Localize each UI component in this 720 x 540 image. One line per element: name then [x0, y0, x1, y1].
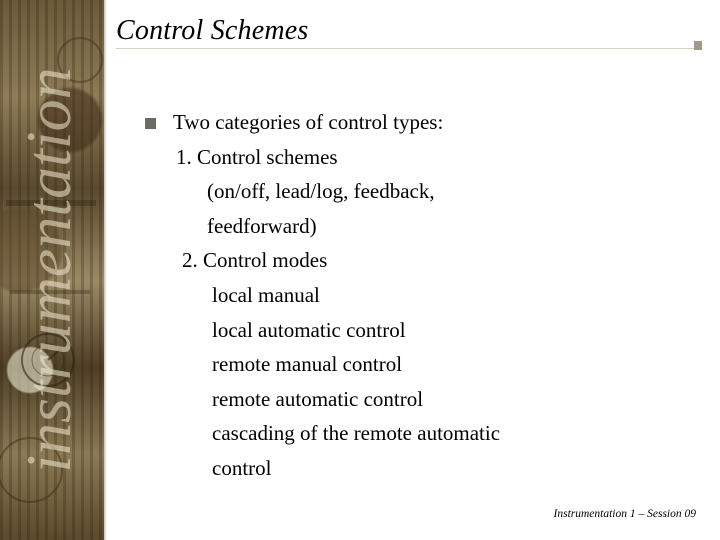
gauge-collage-image: [0, 0, 104, 540]
control-mode-item: control: [212, 456, 272, 480]
control-mode-item: remote manual control: [212, 352, 403, 377]
side-band-edge: [104, 0, 107, 540]
control-mode-item: cascading of the remote automatic: [212, 421, 501, 446]
watermark-text: instrumentation: [13, 67, 84, 473]
title-underline: [116, 48, 696, 49]
decorative-side-band: [0, 0, 104, 540]
item-2-label: 2. Control modes: [182, 248, 328, 273]
bullet-square-icon: [145, 118, 156, 129]
slide-footer: Instrumentation 1 – Session 09: [553, 508, 696, 520]
item-1-label: 1. Control schemes: [176, 144, 338, 169]
control-mode-item: remote automatic control: [212, 386, 424, 411]
control-mode-item: local automatic control: [212, 317, 406, 342]
item-1-detail-line: (on/off, lead/log, feedback,: [207, 179, 435, 204]
title-rule-marker: [694, 41, 702, 50]
bullet-heading: Two categories of control types:: [173, 110, 444, 134]
item-1-detail-line: feedforward): [207, 213, 317, 238]
slide-title: Control Schemes: [116, 15, 309, 46]
control-mode-item: local manual: [212, 283, 320, 307]
